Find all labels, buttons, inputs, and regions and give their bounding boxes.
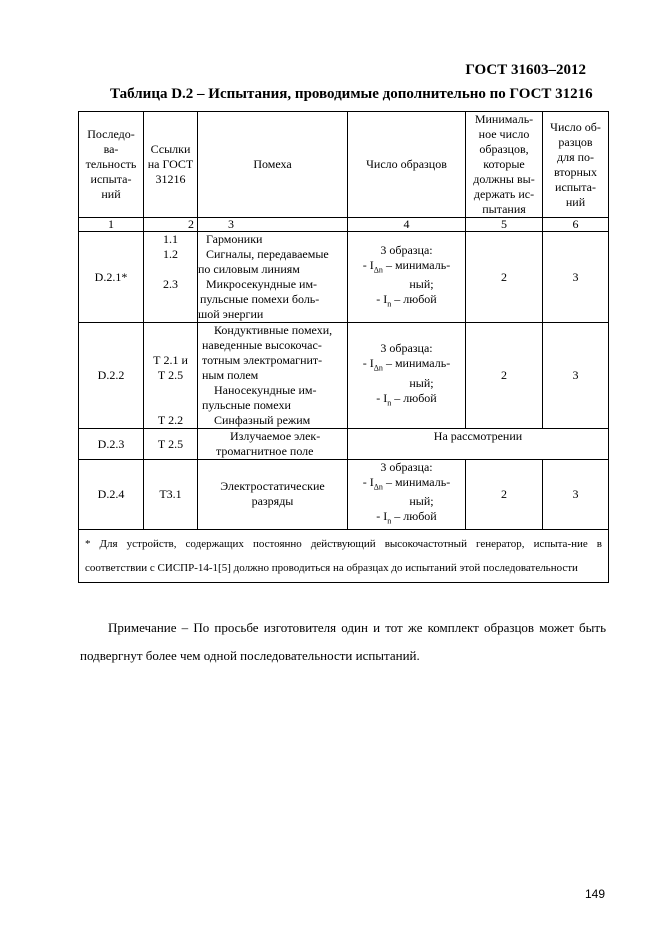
sequence-cell: D.2.3 [79,429,144,460]
references-cell: Т 2.5 [144,429,198,460]
interference-cell: Гармоники Сигналы, передаваемые по силовым линиям Микросекундные им- пульсные помехи боль- шой энергии [198,232,348,323]
header-row [79,112,609,218]
footnote-row [79,529,609,582]
references-cell: Т3.1 [144,460,198,530]
column-number: 5 [466,218,543,232]
header-references: Ссылки на ГОСТ 31216 [144,112,198,218]
header-samples: Число образцов [348,112,466,218]
note-paragraph: Примечание – По просьбе изготовителя один и тот же комплект образцов может быть подвергнут более чем одной последовательности испытаний. [80,620,606,663]
min-samples-cell: 2 [466,460,543,530]
samples-cell: 3 образца: - $I_{\Delta n}$ – минималь- ный; - $I_n$ – любой [348,232,466,323]
interference-cell: Электростатические разряды [198,460,348,530]
page-number: 149 [584,887,605,901]
header-min-samples: Минималь- ное число образцов, которые должны вы- держать ис- пытания [466,112,543,218]
interference-cell: Излучаемое элек- тромагнитное поле [198,429,348,460]
min-samples-cell: 2 [466,323,543,429]
column-number-row [79,218,609,232]
column-number: 3 [198,218,348,232]
references-cell: Т 2.1 и Т 2.5 Т 2.2 [144,323,198,429]
sequence-cell: D.2.4 [79,460,144,530]
repeat-samples-cell: 3 [543,232,609,323]
samples-cell: 3 образца: - $I_{\Delta n}$ – минималь- ный; - $I_n$ – любой [348,323,466,429]
table-row [79,429,609,460]
table-footnote: * Для устройств, содержащих постоянно действующий высокочастотный генератор, испыта-ние в соответствии с СИСПР-14-1[5] должно проводиться на образцах до испытаний этой последовательности [79,529,609,582]
header-sequence: Последо- ва- тельность испыта- ний [79,112,144,218]
references-cell: 1.1 1.2 2.3 [144,232,198,323]
repeat-samples-cell: 3 [543,323,609,429]
header-repeat-samples: Число об- разцов для по- вторных испыта- ний [543,112,609,218]
column-number: 1 [79,218,144,232]
column-number: 4 [348,218,466,232]
min-samples-cell: 2 [466,232,543,323]
table-row [79,323,609,429]
samples-cell: 3 образца: - $I_{\Delta n}$ – минималь- ный; - $I_n$ – любой [348,460,466,530]
header-interference: Помеха [198,112,348,218]
tests-table [78,111,609,583]
standard-designation: ГОСТ 31603–2012 [465,62,586,78]
interference-cell: Кондуктивные помехи, наведенные высокочас- тотным электромагнит- ным полем Наносекундные им- пульсные помехи Синфазный режим [198,323,348,429]
column-number: 6 [543,218,609,232]
status-cell: На рассмотрении [348,429,609,460]
table-title: Таблица D.2 – Испытания, проводимые дополнительно по ГОСТ 31216 [110,86,593,102]
table-row [79,232,609,323]
sequence-cell: D.2.2 [79,323,144,429]
column-number: 2 [144,218,198,232]
table-row [79,460,609,530]
sequence-cell: D.2.1* [79,232,144,323]
repeat-samples-cell: 3 [543,460,609,530]
